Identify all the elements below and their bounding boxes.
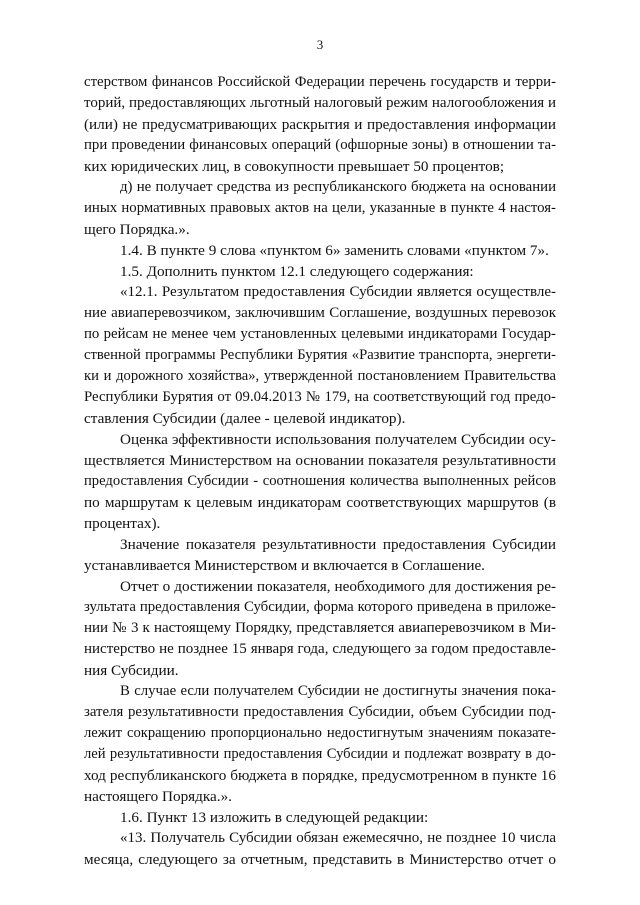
text-line: процентах). <box>84 515 161 532</box>
text-line: «12.1. Результатом предоставления Субсидии является осуществле- <box>120 284 556 300</box>
page-number: 3 <box>316 37 324 52</box>
text-line: зультата предоставления Субсидии, форма которого приведена в приложе- <box>84 599 556 615</box>
text-line: стерством финансов Российской Федерации перечень государств и терри- <box>84 74 556 90</box>
text-line: ние авиаперевозчиком, заключившим Соглашение, воздушных перевозок <box>84 305 556 321</box>
text-line: по рейсам не менее чем установленных целевыми индикаторами Государ- <box>84 326 556 342</box>
text-line: д) не получает средства из республиканского бюджета на основании <box>120 179 556 195</box>
text-line: предоставления Субсидии - соотношения количества выполненных рейсов <box>84 473 556 489</box>
text-line: ставления Субсидии (далее - целевой индикатор). <box>84 410 406 427</box>
text-line: «13. Получатель Субсидии обязан ежемесячно, не позднее 10 числа <box>120 830 556 846</box>
text-line: месяца, следующего за отчетным, представить в Министерство отчет о <box>84 851 556 868</box>
text-line: Оценка эффективности использования получателем Субсидии осу- <box>120 431 556 448</box>
text-line: настоящего Порядка.». <box>84 788 232 805</box>
text-line: Отчет о достижении показателя, необходимого для достижения ре- <box>120 578 556 595</box>
text-line: иных нормативных правовых актов на цели, указанные в пункте 4 настоя- <box>84 200 556 216</box>
text-line: лей результативности предоставления Субсидии и подлежат возврату в до- <box>84 746 556 762</box>
text-line: нистерство не позднее 15 января года, следующего за годом предоставле- <box>84 641 556 657</box>
text-line: ких юридических лиц, в совокупности превышает 50 процентов; <box>84 158 505 175</box>
text-line: Республики Бурятия от 09.04.2013 № 179, на соответствующий год предо- <box>84 389 556 405</box>
text-line: ществляется Министерством на основании показателя результативности <box>84 452 556 469</box>
text-line: В случае если получателем Субсидии не достигнуты значения пока- <box>120 683 556 699</box>
text-line: при проведении финансовых операций (офшорные зоны) в отношении та- <box>84 137 556 153</box>
text-line: ки и дорожного хозяйства», утвержденной постановлением Правительства <box>84 368 556 384</box>
text-line: торий, предоставляющих льготный налоговый режим налогообложения и <box>84 95 556 111</box>
text-line: устанавливается Министерством и включается в Соглашение. <box>84 557 485 574</box>
text-line: ход республиканского бюджета в порядке, предусмотренном в пункте 16 <box>84 767 556 784</box>
text-line: 1.4. В пункте 9 слова «пунктом 6» заменить словами «пунктом 7». <box>120 242 549 259</box>
text-line: щего Порядка.». <box>84 221 190 238</box>
text-line: лежит сокращению пропорционально недостигнутым значениям показате- <box>84 725 556 741</box>
text-line: 1.6. Пункт 13 изложить в следующей редакции: <box>120 809 429 826</box>
text-line: зателя результативности предоставления Субсидии, объем Субсидии под- <box>84 704 556 720</box>
text-line: (или) не предусматривающих раскрытия и предоставления информации <box>84 116 556 133</box>
text-line: ния Субсидии. <box>84 662 179 679</box>
text-line: нии № 3 к настоящему Порядку, представляется авиаперевозчиком в Ми- <box>84 620 556 636</box>
text-line: Значение показателя результативности предоставления Субсидии <box>120 536 556 553</box>
text-line: 1.5. Дополнить пунктом 12.1 следующего содержания: <box>120 263 474 280</box>
document-body <box>84 72 556 870</box>
text-line: по маршрутам к целевым индикаторам соответствующих маршрутов (в <box>84 494 556 511</box>
text-line: ственной программы Республики Бурятия «Развитие транспорта, энергети- <box>84 347 556 363</box>
